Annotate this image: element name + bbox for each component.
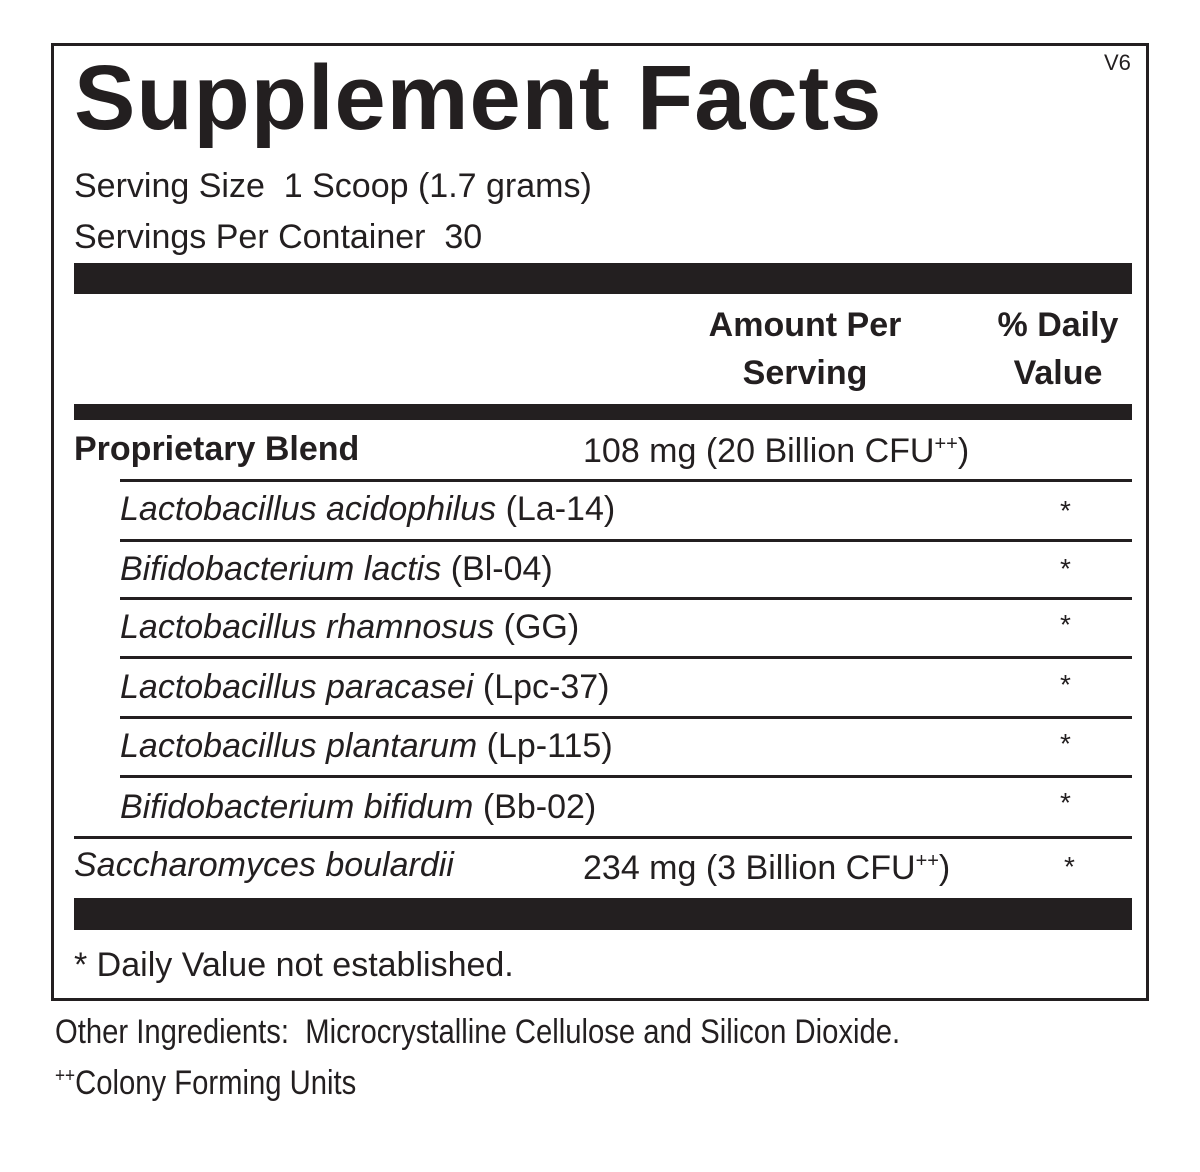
amount-header-line2: Serving <box>742 354 868 392</box>
row-divider <box>120 656 1132 659</box>
strain-row <box>120 726 613 766</box>
blend-amount: 108 mg (20 Billion CFU++) <box>583 432 970 470</box>
cfu-footnote <box>55 1063 356 1103</box>
daily-value-footnote: * Daily Value not established. <box>74 946 514 984</box>
saccharomyces-amount: 234 mg (3 Billion CFU++) <box>583 849 951 887</box>
row-divider <box>120 775 1132 778</box>
strain-species: Lactobacillus rhamnosus <box>120 608 495 646</box>
strain-code: (Lpc-37) <box>473 668 610 706</box>
serving-size: Serving Size 1 Scoop (1.7 grams) <box>74 167 592 205</box>
daily-value-header <box>978 301 1138 397</box>
strain-code: (La-14) <box>496 490 616 528</box>
strain-code: (GG) <box>494 608 580 646</box>
strain-row <box>120 549 553 589</box>
row-divider <box>120 539 1132 542</box>
row-divider-full <box>74 836 1132 839</box>
strain-species: Lactobacillus acidophilus <box>120 490 497 528</box>
thick-divider-top <box>74 263 1132 294</box>
saccharomyces-dv: * <box>1064 851 1075 882</box>
amount-per-serving-header <box>680 301 930 397</box>
row-divider <box>120 597 1132 600</box>
row-divider <box>120 479 1132 482</box>
panel-title: Supplement Facts <box>74 47 883 149</box>
medium-divider <box>74 404 1132 420</box>
thick-divider-bottom <box>74 898 1132 930</box>
strain-row <box>120 787 596 827</box>
strain-row <box>120 607 579 647</box>
dv-header-line1: % Daily <box>997 306 1119 344</box>
other-ingredients: Other Ingredients: Microcrystalline Cellulose and Silicon Dioxide. <box>55 1013 901 1051</box>
strain-row <box>120 489 615 529</box>
saccharomyces-name: Saccharomyces boulardii <box>74 846 454 884</box>
servings-per-container: Servings Per Container 30 <box>74 218 483 256</box>
strain-species: Lactobacillus paracasei <box>120 668 474 706</box>
strain-dv: * <box>1060 553 1071 584</box>
strain-row <box>120 667 610 707</box>
version-code: V6 <box>1104 50 1131 75</box>
strain-species: Bifidobacterium lactis <box>120 550 442 588</box>
cfu-footnote-text: Colony Forming Units <box>75 1064 357 1102</box>
strain-dv: * <box>1060 787 1071 818</box>
strain-species: Lactobacillus plantarum <box>120 727 478 765</box>
strain-dv: * <box>1060 609 1071 640</box>
row-divider <box>120 716 1132 719</box>
amount-header-line1: Amount Per <box>708 306 902 344</box>
strain-species: Bifidobacterium bifidum <box>120 788 474 826</box>
strain-dv: * <box>1060 728 1071 759</box>
strain-code: (Bl-04) <box>441 550 553 588</box>
cfu-footnote-mark: ++ <box>55 1065 76 1087</box>
dv-header-line2: Value <box>1013 354 1103 392</box>
strain-dv: * <box>1060 495 1071 526</box>
cfu-mark: ++ <box>934 433 958 455</box>
blend-name: Proprietary Blend <box>74 430 360 468</box>
cfu-mark: ++ <box>915 850 939 872</box>
strain-dv: * <box>1060 669 1071 700</box>
strain-code: (Bb-02) <box>473 788 597 826</box>
strain-code: (Lp-115) <box>477 727 613 765</box>
